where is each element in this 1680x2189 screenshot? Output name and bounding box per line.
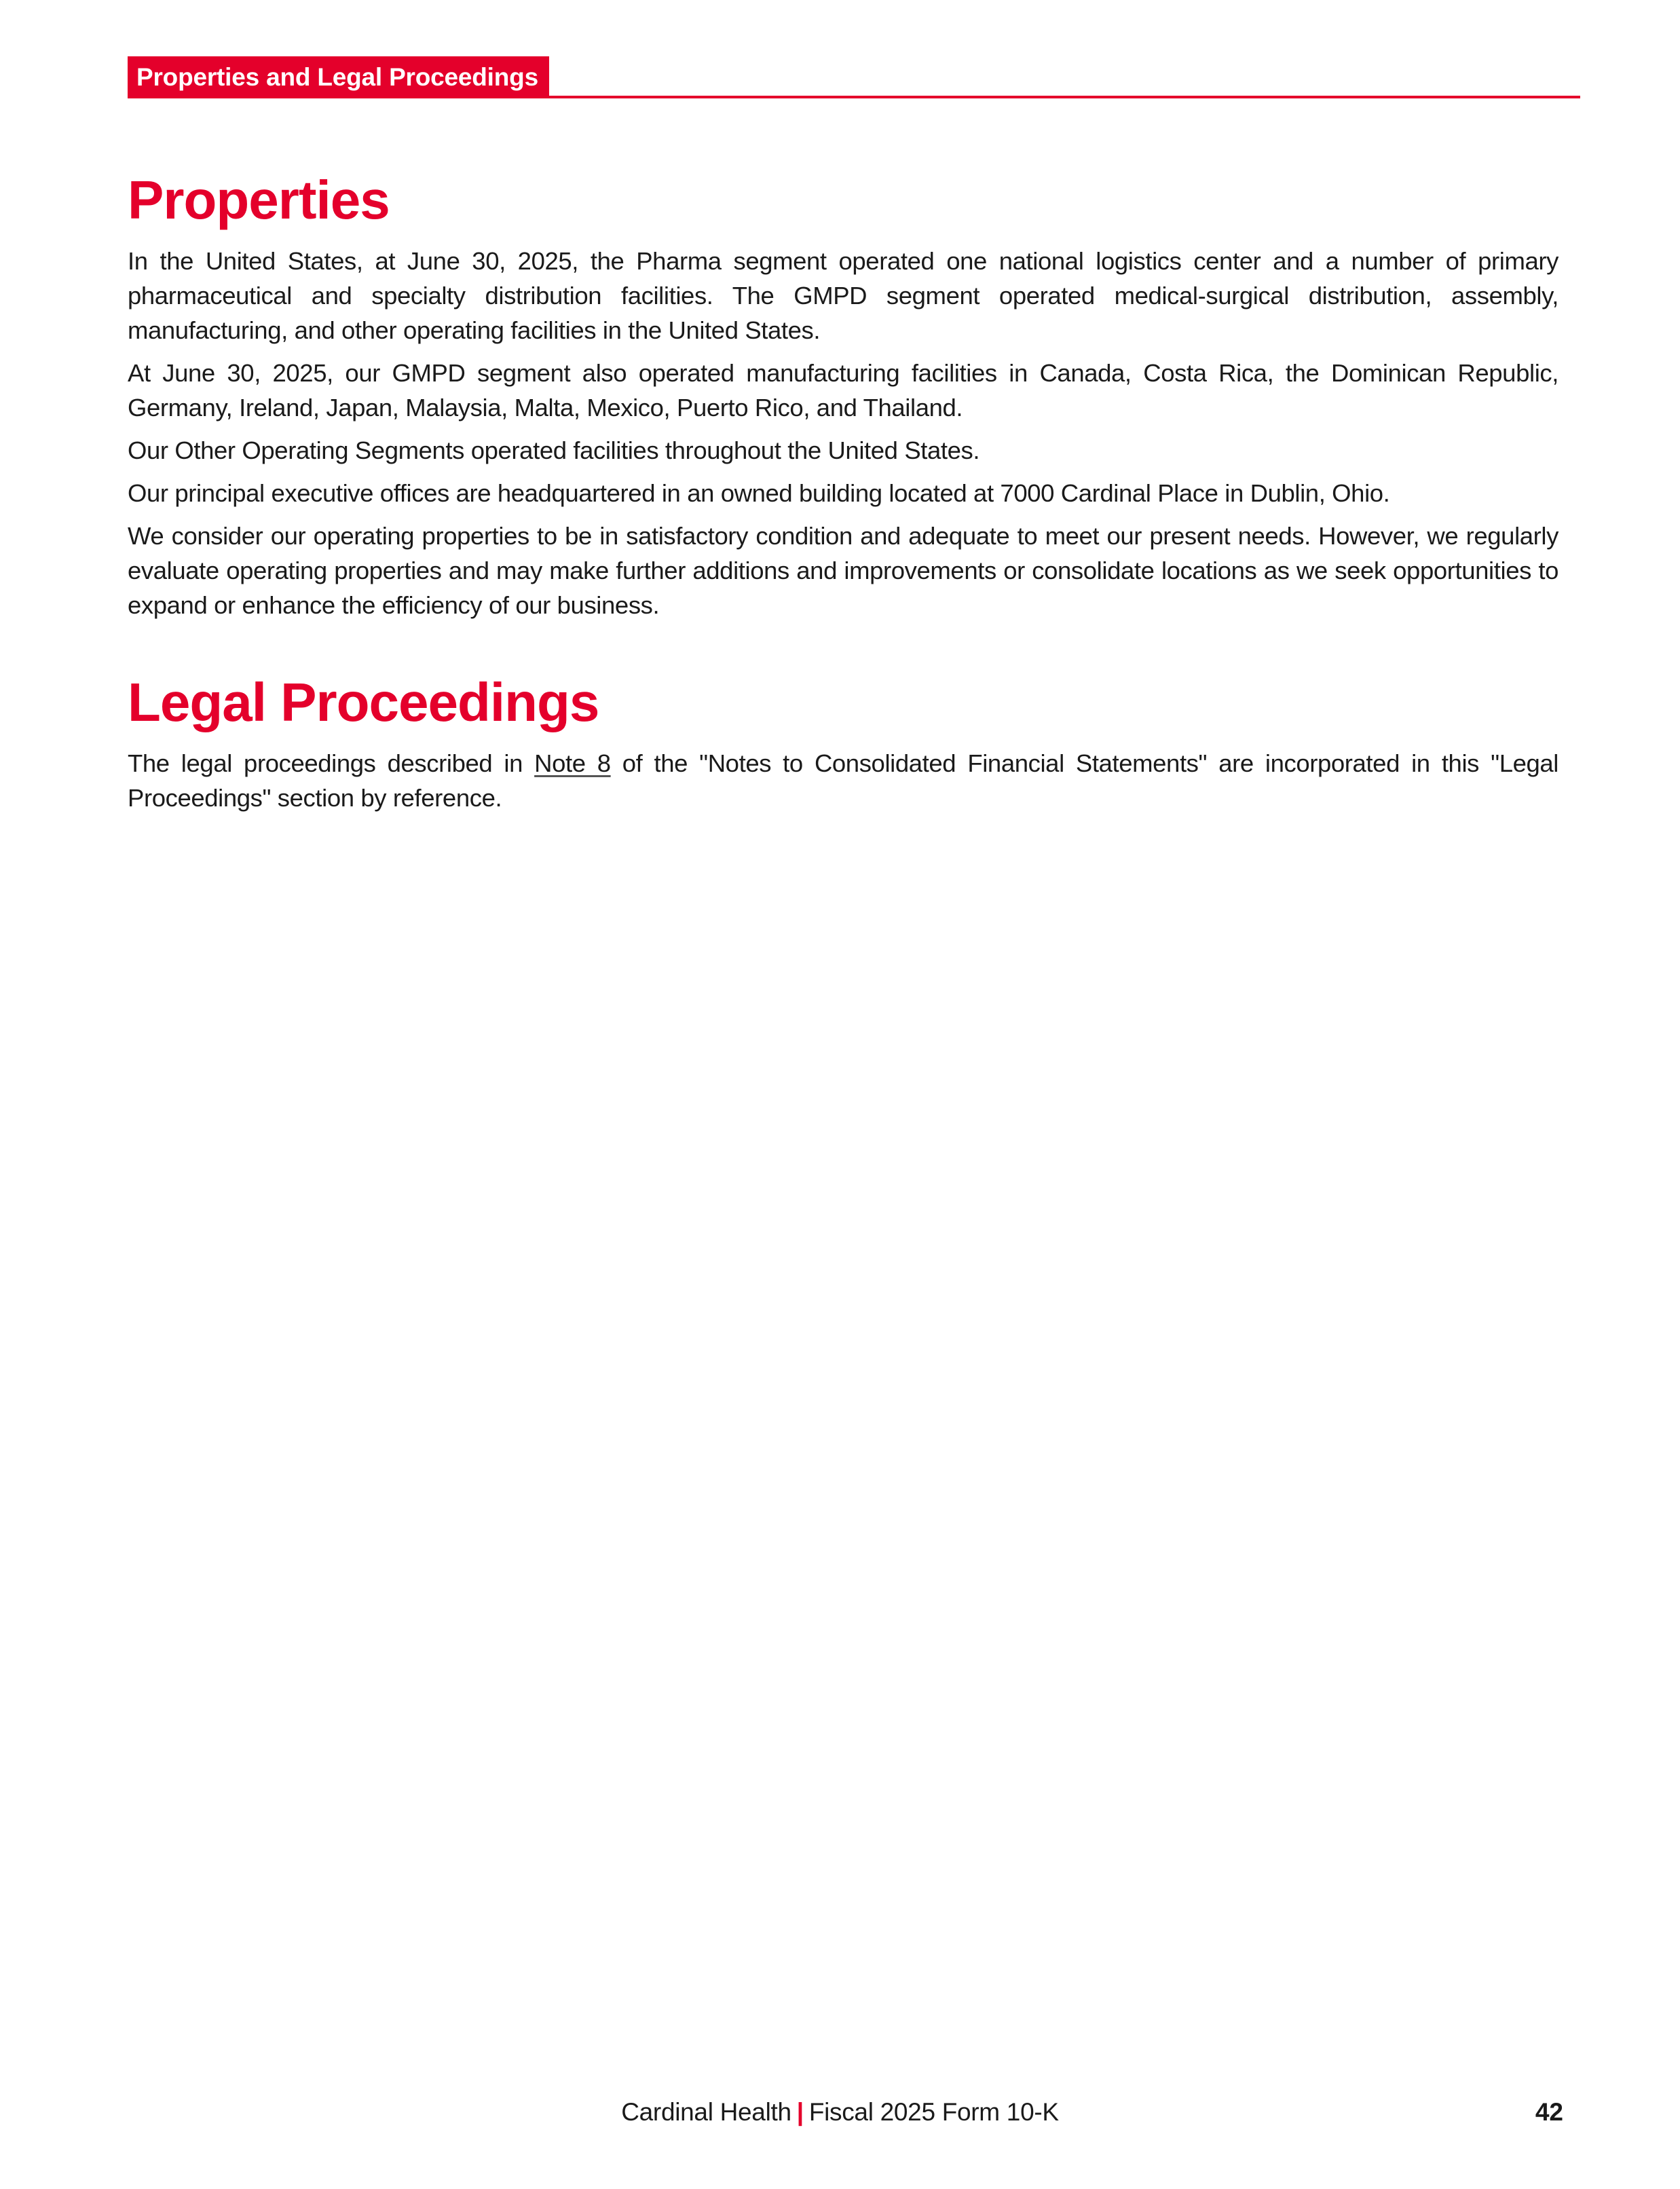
- legal-text-after: of the "Notes to Consolidated Financial Statements" are incorporated in this "Legal Proceedings" section by reference.: [128, 749, 1558, 812]
- page-footer: [0, 2092, 1680, 2133]
- properties-paragraph-3: Our Other Operating Segments operated facilities throughout the United States.: [128, 436, 980, 464]
- legal-proceedings-heading: Legal Proceedings: [128, 672, 599, 732]
- properties-paragraph-5: We consider our operating properties to be in satisfactory condition and adequate to meet our present needs. However, we regularly evaluate operating properties and may make further additions and improvements or consolidate locations as we seek opportunities to expand or enhance the efficiency of our business.: [128, 522, 1558, 619]
- page-number: 42: [1535, 2098, 1563, 2126]
- note-8-link[interactable]: Note 8: [534, 749, 611, 777]
- footer-company: Cardinal Health: [621, 2098, 791, 2126]
- properties-paragraph-4: Our principal executive offices are headquartered in an owned building located at 7000 Cardinal Place in Dublin, Ohio.: [128, 479, 1390, 507]
- properties-paragraph-1: In the United States, at June 30, 2025, the Pharma segment operated one national logistics center and a number of primary pharmaceutical and specialty distribution facilities. The GMPD segment operated medical-surgical distribution, assembly, manufacturing, and other operating facilities in the United States.: [128, 247, 1558, 344]
- legal-text-before: The legal proceedings described in: [128, 749, 535, 777]
- footer-document: Fiscal 2025 Form 10-K: [808, 2098, 1059, 2126]
- section-tab: Properties and Legal Proceedings: [128, 56, 549, 98]
- properties-heading: Properties: [128, 170, 390, 230]
- page-content: [128, 166, 1558, 823]
- legal-proceedings-paragraph: [128, 746, 1558, 815]
- footer-title: [0, 2092, 1680, 2133]
- footer-separator: |: [796, 2098, 804, 2126]
- properties-paragraph-2: At June 30, 2025, our GMPD segment also operated manufacturing facilities in Canada, Costa Rica, the Dominican Republic, Germany, Ireland, Japan, Malaysia, Malta, Mexico, Puerto Rico, and Thailand.: [128, 359, 1558, 422]
